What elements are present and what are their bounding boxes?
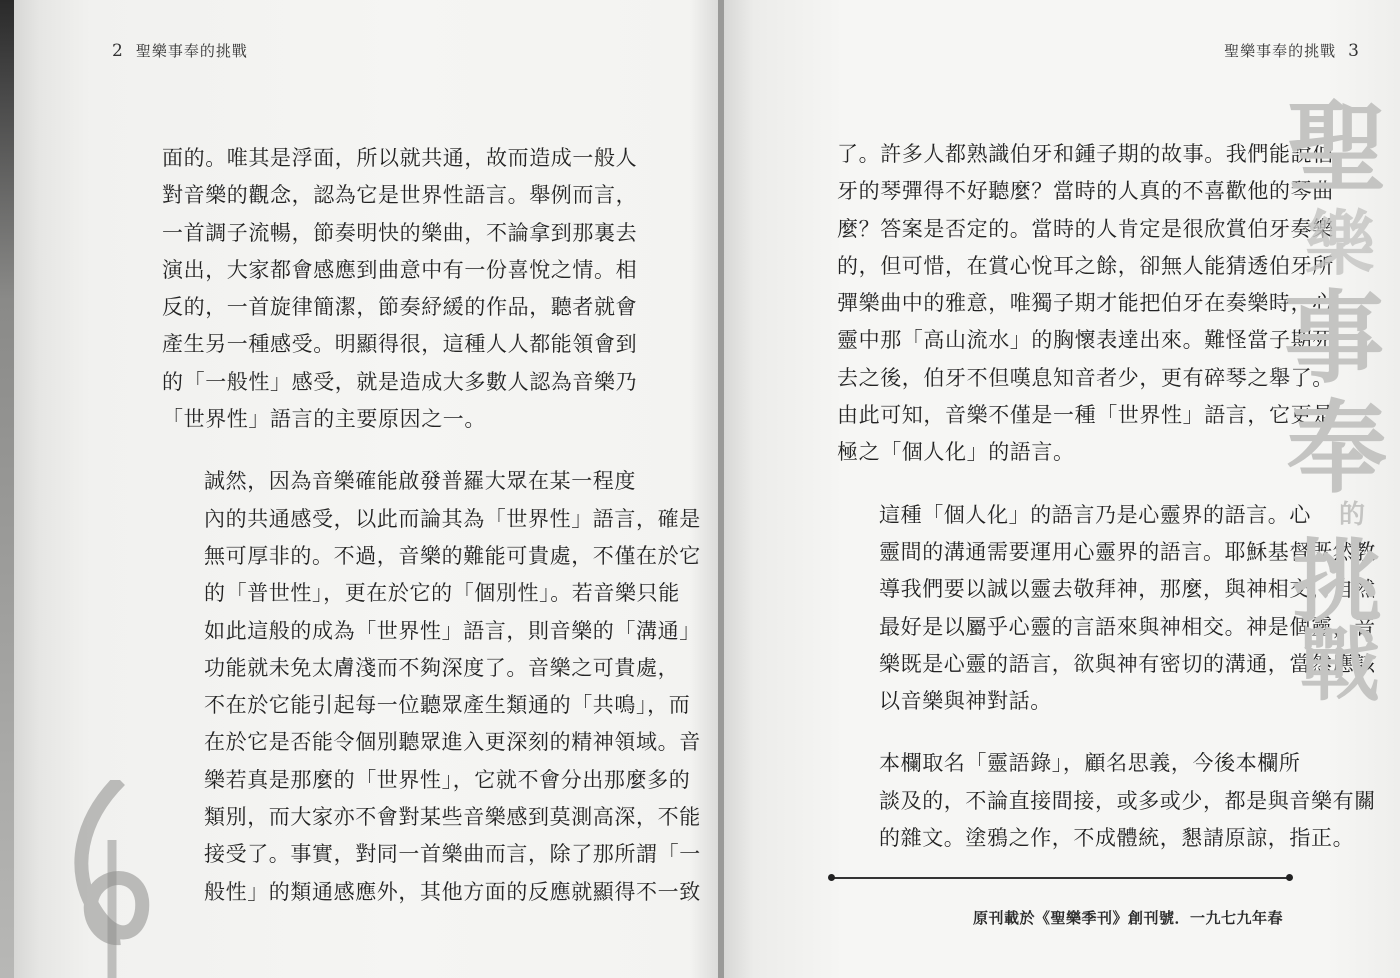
- text-line: 如此這般的成為「世界性」語言，則音樂的「溝通」: [204, 618, 701, 643]
- page-number-right: 3: [1348, 41, 1360, 61]
- text-line: 了。許多人都熟識伯牙和鍾子期的故事。我們能說伯: [837, 142, 1334, 166]
- page-edge-shadow: [0, 0, 14, 978]
- text-line: 般性」的類通感應外，其他方面的反應就顯得不一致: [204, 879, 701, 904]
- paragraph: [837, 136, 1334, 472]
- title-art-char: 聖: [1287, 89, 1387, 207]
- text-line: 不在於它能引起每一位聽眾產生類通的「共鳴」，而: [204, 693, 691, 718]
- running-head-title-left: 聖樂事奉的挑戰: [135, 42, 248, 60]
- page-number-left: 2: [112, 41, 124, 61]
- text-line: 麼？答案是否定的。當時的人肯定是很欣賞伯牙奏樂: [837, 216, 1334, 241]
- text-line: 在於它是否能令個別聽眾進入更深刻的精神領域。音: [204, 730, 701, 755]
- running-head-left: [112, 40, 248, 61]
- title-art-char: 戰: [1300, 618, 1380, 708]
- paragraph: [837, 745, 1376, 857]
- text-line: 由此可知，音樂不僅是一種「世界性」語言，它更是: [837, 403, 1334, 428]
- text-line: 這種「個人化」的語言乃是心靈界的語言。心: [879, 502, 1311, 527]
- title-art-char: 樂: [1305, 202, 1375, 285]
- text-line: 去之後，伯牙不但嘆息知音者少，更有碎琴之舉了。: [837, 365, 1334, 390]
- paragraph: [162, 463, 701, 911]
- source-note: 原刊載於《聖樂季刊》創刊號．一九七九年春: [972, 909, 1283, 927]
- text-line: 面的。唯其是浮面，所以就共通，故而造成一般人: [162, 146, 638, 170]
- title-art-char: 奉: [1287, 389, 1387, 507]
- text-line: 以音樂與神對話。: [879, 689, 1052, 714]
- paragraph: [837, 497, 1376, 721]
- right-page: [724, 0, 1400, 978]
- text-line: 談及的，不論直接間接，或多或少，都是與音樂有關: [879, 788, 1376, 813]
- text-line: 誠然，因為音樂確能啟發普羅大眾在某一程度: [204, 469, 636, 494]
- text-line: 最好是以屬乎心靈的言語來與神相交。神是個靈，音: [879, 614, 1376, 639]
- text-line: 類別，而大家亦不會對某些音樂感到莫測高深，不能: [204, 805, 701, 830]
- left-body-text: [162, 140, 701, 911]
- closing-rule: [832, 877, 1290, 879]
- text-line: 對音樂的觀念，認為它是世界性語言。舉例而言，: [162, 183, 638, 208]
- text-line: 靈間的溝通需要運用心靈界的語言。耶穌基督既然教: [879, 539, 1376, 564]
- text-line: 彈樂曲中的雅意，唯獨子期才能把伯牙在奏樂時，心: [837, 291, 1334, 316]
- text-line: 「世界性」語言的主要原因之一。: [162, 407, 486, 432]
- text-line: 功能就未免太膚淺而不夠深度了。音樂之可貴處，: [204, 655, 680, 680]
- title-art-char: 事: [1284, 279, 1384, 397]
- text-line: 產生另一種感受。明顯得很，這種人人都能領會到: [162, 332, 638, 357]
- title-art-char: 的: [1338, 500, 1366, 530]
- text-line: 本欄取名「靈語錄」，顧名思義，今後本欄所: [879, 751, 1301, 776]
- text-line: 的「一般性」感受，就是造成大多數人認為音樂乃: [162, 369, 638, 394]
- closing-rule-dot-left: [828, 874, 835, 881]
- right-body-text: [837, 136, 1376, 857]
- text-line: 導我們要以誠以靈去敬拜神，那麼，與神相交，自然: [879, 577, 1376, 602]
- text-line: 反的，一首旋律簡潔，節奏紓緩的作品，聽者就會: [162, 295, 638, 320]
- text-line: 的「普世性」，更在於它的「個別性」。若音樂只能: [204, 581, 680, 606]
- text-line: 牙的琴彈得不好聽麼？當時的人真的不喜歡他的琴曲: [837, 179, 1334, 204]
- text-line: 無可厚非的。不過，音樂的難能可貴處，不僅在於它: [204, 543, 701, 568]
- text-line: 樂既是心靈的語言，欲與神有密切的溝通，當然應該: [879, 651, 1376, 676]
- paragraph: [162, 140, 638, 438]
- decorative-title-art: [1282, 88, 1392, 708]
- title-art-char: 挑: [1292, 529, 1382, 635]
- text-line: 內的共通感受，以此而論其為「世界性」語言，確是: [204, 506, 701, 531]
- text-line: 接受了。事實，對同一首樂曲而言，除了那所謂「一: [204, 842, 701, 867]
- text-line: 一首調子流暢，節奏明快的樂曲，不論拿到那裏去: [162, 220, 638, 245]
- text-line: 的雜文。塗鴉之作，不成體統，懇請原諒，指正。: [879, 826, 1355, 851]
- text-line: 樂若真是那麼的「世界性」，它就不會分出那麼多的: [204, 767, 691, 792]
- treble-clef-watermark: [50, 780, 160, 978]
- text-line: 靈中那「高山流水」的胸懷表達出來。難怪當子期死: [837, 328, 1334, 353]
- running-head-title-right: 聖樂事奉的挑戰: [1224, 42, 1337, 60]
- text-line: 極之「個人化」的語言。: [837, 440, 1075, 465]
- running-head-right: [1224, 40, 1360, 61]
- closing-rule-dot-right: [1286, 874, 1293, 881]
- text-line: 演出，大家都會感應到曲意中有一份喜悅之情。相: [162, 257, 638, 282]
- text-line: 的，但可惜，在賞心悅耳之餘，卻無人能猜透伯牙所: [837, 253, 1334, 278]
